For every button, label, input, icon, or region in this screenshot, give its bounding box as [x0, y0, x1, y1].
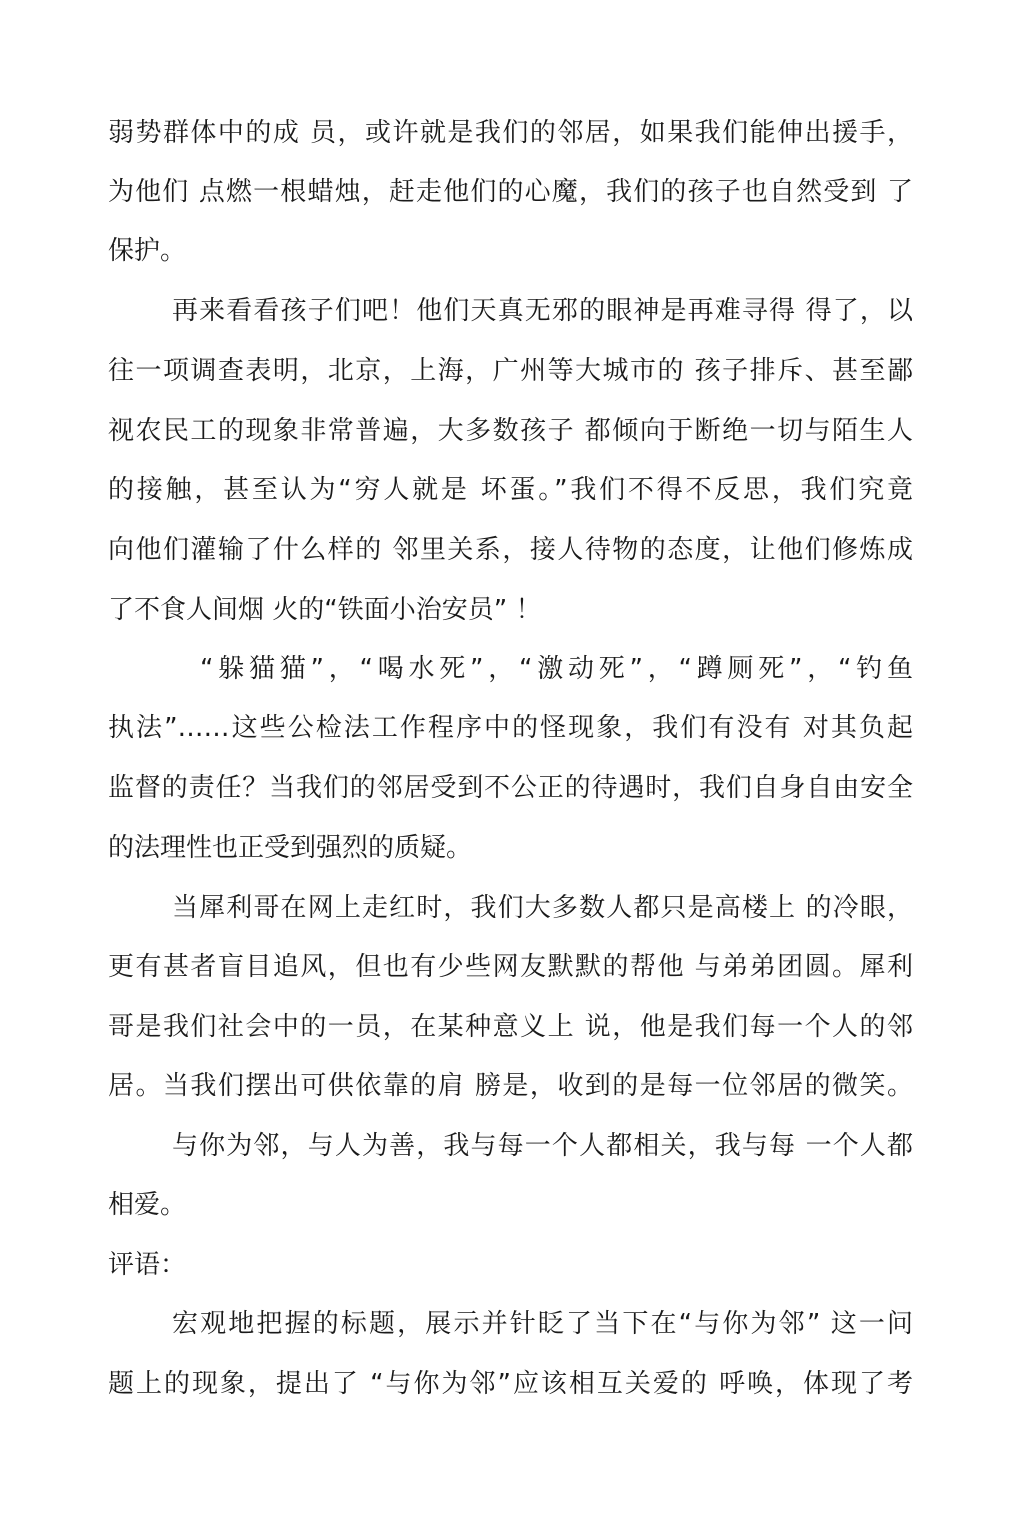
text-line-16: 哥是我们社会中的一员，在某种意义上 说，他是我们每一个人的邻: [108, 1012, 913, 1042]
text-line-8: 向他们灌输了什么样的 邻里关系，接人待物的态度，让他们修炼成: [108, 535, 913, 565]
text-line-2: 为他们 点燃一根蜡烛，赶走他们的心魔，我们的孩子也自然受到 了: [108, 177, 913, 207]
text-line-15: 更有甚者盲目追风，但也有少些网友默默的帮他 与弟弟团圆。犀利: [108, 952, 913, 982]
text-line-11: 执法”……这些公检法工作程序中的怪现象，我们有没有 对其负起: [108, 713, 913, 743]
text-line-4: 再来看看孩子们吧！他们天真无邪的眼神是再难寻得 得了，以: [172, 296, 913, 326]
text-line-22: 题上的现象，提出了 “与你为邻”应该相互关爱的 呼唤，体现了考: [108, 1369, 913, 1399]
text-line-10: “躲猫猫”，“喝水死”，“激动死”，“蹲厕死”，“钓鱼: [200, 654, 913, 684]
text-line-17: 居。当我们摆出可供依靠的肩 膀是，收到的是每一位邻居的微笑。: [108, 1071, 913, 1101]
text-line-18: 与你为邻，与人为善，我与每一个人都相关，我与每 一个人都: [172, 1131, 913, 1161]
text-line-3: 保护。: [108, 236, 187, 266]
text-line-14: 当犀利哥在网上走红时，我们大多数人都只是高楼上 的冷眼，: [172, 893, 913, 923]
text-line-7: 的接触，甚至认为“穷人就是 坏蛋。”我们不得不反思，我们究竟: [108, 475, 913, 505]
text-line-5: 往一项调查表明，北京，上海，广州等大城市的 孩子排斥、甚至鄙: [108, 356, 913, 386]
comment-label: 评语：: [108, 1250, 187, 1280]
text-line-12: 监督的责任？当我们的邻居受到不公正的待遇时，我们自身自由安全: [108, 773, 913, 803]
text-line-9: 了不食人间烟 火的“铁面小治安员” ！: [108, 595, 542, 625]
text-line-21: 宏观地把握的标题，展示并针眨了当下在“与你为邻” 这一问: [172, 1309, 913, 1339]
text-line-19: 相爱。: [108, 1190, 187, 1220]
text-line-6: 视农民工的现象非常普遍，大多数孩子 都倾向于断绝一切与陌生人: [108, 416, 913, 446]
text-line-13: 的法理性也正受到强烈的质疑。: [108, 833, 473, 863]
text-line-1: 弱势群体中的成 员，或许就是我们的邻居，如果我们能伸出援手，: [108, 118, 913, 148]
